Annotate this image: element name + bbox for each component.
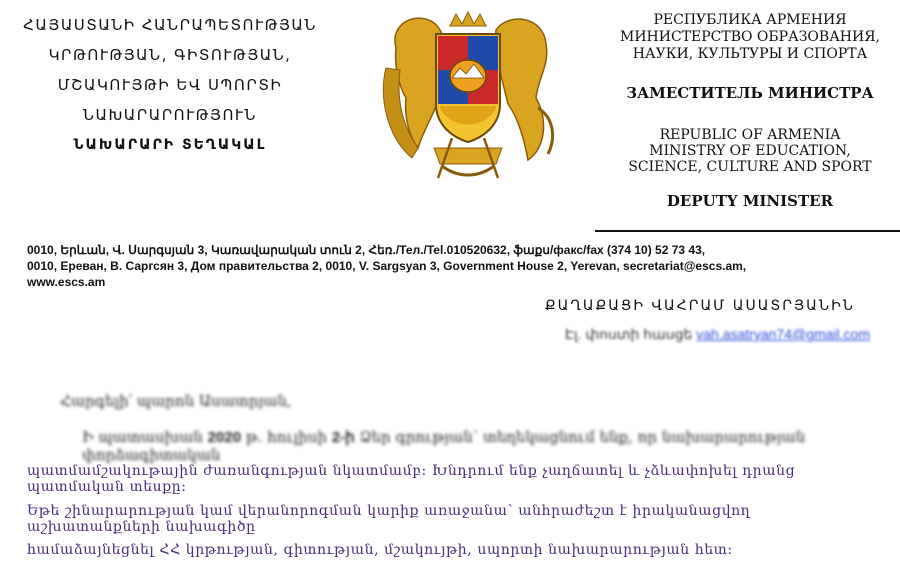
address-line3[interactable]: www.escs.am	[27, 275, 106, 289]
english-header-line3: SCIENCE, CULTURE AND SPORT	[628, 159, 872, 175]
paragraph-line4: համաձայնեցնել ՀՀ կրթության, գիտության, մշակույթի, սպորտի նախարարության հետ:	[27, 542, 733, 558]
p1-rest: Ձեր գրության՝ տեղեկացնում ենք, որ նախարարության փորձագիտական	[82, 428, 806, 464]
russian-header-title: ЗАМЕСТИТЕЛЬ МИНИСТРА	[626, 84, 874, 102]
english-header-line1: REPUBLIC OF ARMENIA	[659, 127, 841, 143]
p1-mid: թ. հուլիսի	[245, 428, 328, 446]
address-block	[27, 242, 887, 290]
salutation: Հարգելի՛ պարոն Ասատրյան,	[60, 392, 292, 410]
armenian-header-line4: ՆԱԽԱՐԱՐՈՒԹՅՈՒՆ	[83, 106, 257, 124]
addressee-email-line	[490, 326, 870, 343]
addressee-name: ՔԱՂԱՔԱՑԻ ՎԱՀՐԱՄ ԱՍԱՏՐՅԱՆԻՆ	[545, 298, 855, 314]
paragraph-line3: Եթե շինարարության կամ վերանորոգման կարիք առաջանա՝ անհրաժեշտ է իրականացվող աշխատանքների նախագիծը	[27, 503, 751, 535]
armenian-header-line3: ՄՇԱԿՈՒՅԹԻ ԵՎ ՍՊՈՐՏԻ	[57, 76, 283, 94]
russian-header	[605, 12, 895, 102]
coat-of-arms-icon	[378, 8, 558, 186]
english-header	[605, 127, 895, 209]
russian-header-line1: РЕСПУБЛИКА АРМЕНИЯ	[653, 12, 847, 28]
armenian-header-line1: ՀԱՅԱՍՏԱՆԻ ՀԱՆՐԱՊԵՏՈՒԹՅԱՆ	[23, 16, 317, 34]
english-header-title: DEPUTY MINISTER	[666, 192, 834, 210]
p1-prefix: Ի պատասխան	[82, 428, 203, 446]
address-line1: 0010, Երևան, Վ. Սարգսյան 3, Կառավարական տուն 2, Հեռ./Тел./Tel.010520632, ֆաքս/факс/fax (374 10) 52 73 43,	[27, 243, 706, 257]
english-header-line2: MINISTRY OF EDUCATION,	[649, 143, 851, 159]
p1-day: 2-ի	[331, 429, 355, 446]
email-label: Էլ. փոստի հասցե	[564, 326, 693, 342]
paragraph-line2: պատմամշակութային ժառանգության նկատմամբ: Խնդրում ենք չաղճատել և չձևափոխել դրանց պատմական տեսքը:	[27, 463, 796, 495]
russian-header-line3: НАУКИ, КУЛЬТУРЫ И СПОРТА	[632, 46, 868, 62]
armenian-header-title: ՆԱԽԱՐԱՐԻ ՏԵՂԱԿԱԼ	[73, 137, 267, 153]
armenian-header	[20, 10, 320, 160]
email-link[interactable]: vah.asatryan74@gmail.com	[696, 326, 870, 342]
p1-year: 2020	[207, 429, 242, 446]
header-divider	[595, 230, 900, 232]
address-line2: 0010, Ереван, В. Саргсян 3, Дом правительства 2, 0010, V. Sargsyan 3, Government House 2, Yerevan, secretariat@escs.am,	[27, 259, 747, 273]
paragraph-line1	[82, 428, 882, 464]
armenian-header-line2: ԿՐԹՈՒԹՅԱՆ, ԳԻՏՈՒԹՅԱՆ,	[48, 46, 292, 64]
russian-header-line2: МИНИСТЕРСТВО ОБРАЗОВАНИЯ,	[620, 29, 880, 45]
